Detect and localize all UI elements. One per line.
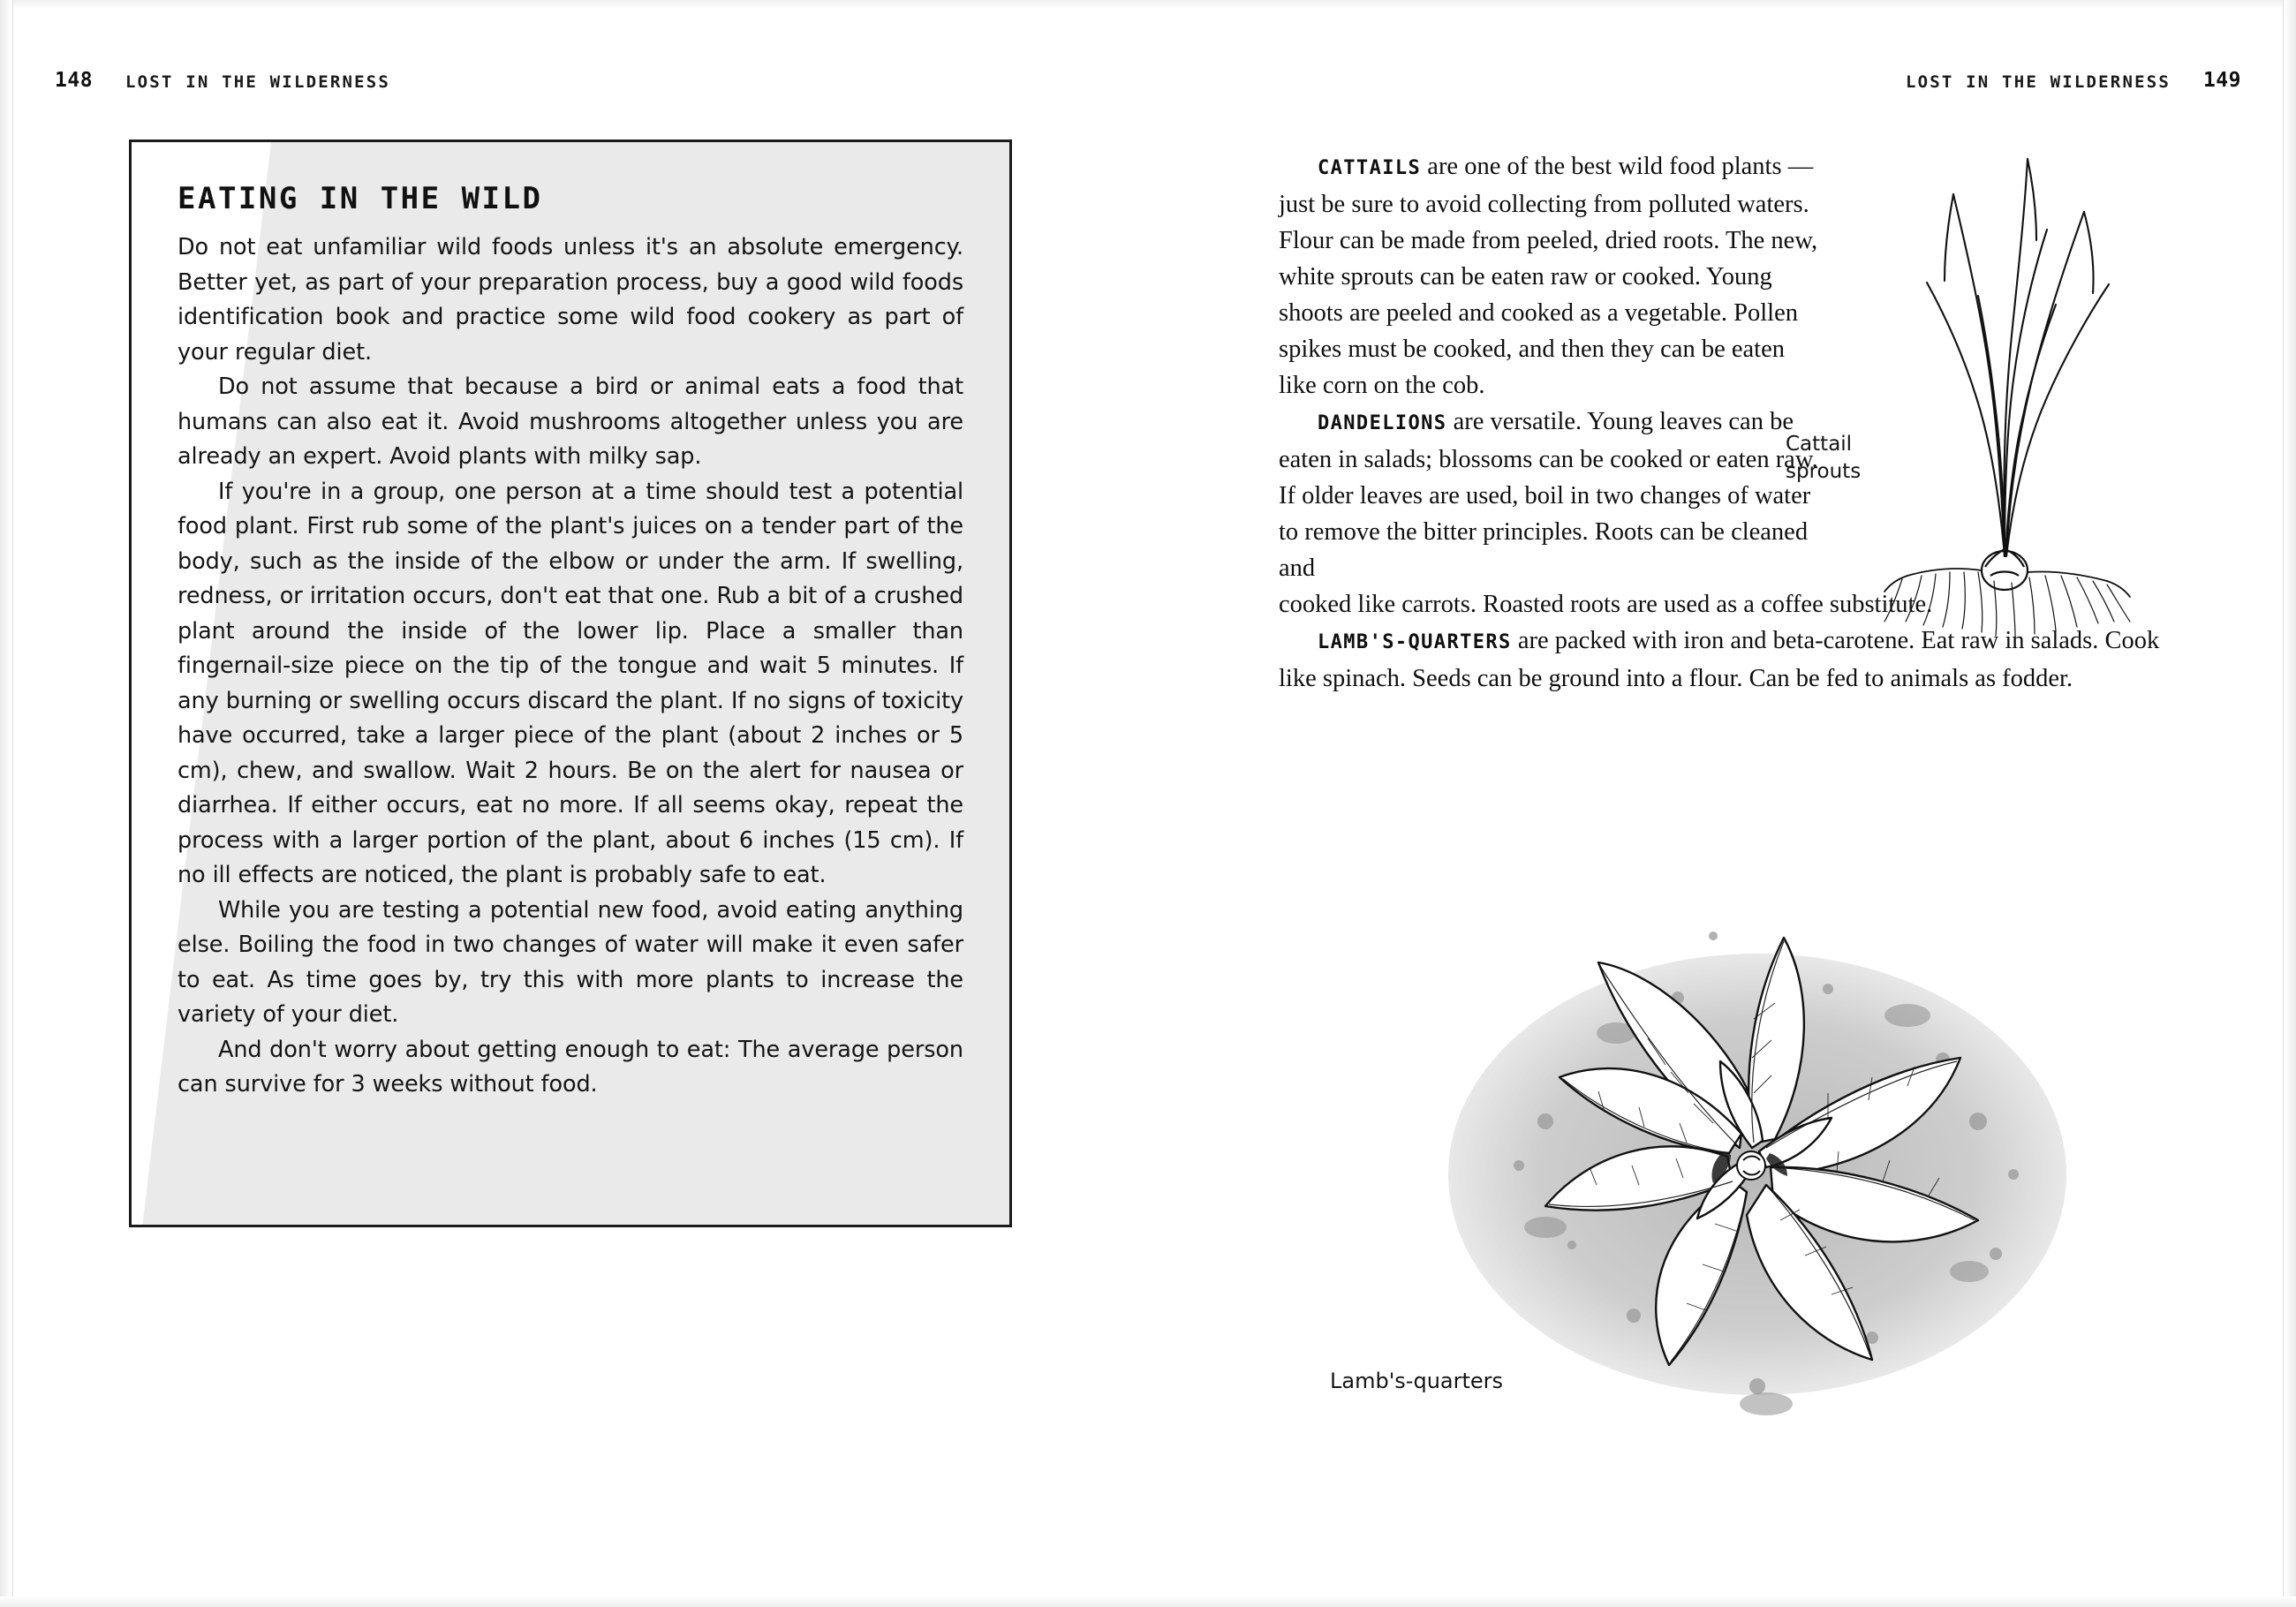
entry-body-dandelions: are versatile. Young leaves can be eaten in salads; blossoms can be cooked or eaten raw. If older leaves are used, boil in two changes of water to remove the bitter principles. Roots can be cleaned and [1279, 408, 1818, 582]
cattail-sprouts-illustration [1872, 141, 2137, 680]
page-edge-bottom [0, 1596, 2296, 1607]
sidebar-content [132, 142, 1009, 1225]
entry-body-lambs-quarters: are packed with iron and beta-carotene. Eat raw in salads. Cook like spinach. Seeds can be ground into a flour. Can be fed to animals as fodder. [1279, 627, 2160, 692]
page-edge-right [2283, 0, 2296, 1607]
entry-dandelions [1279, 404, 1826, 586]
running-head-left-page: LOST IN THE WILDERNESS [125, 72, 391, 92]
cattail-caption [1786, 431, 1892, 486]
folio-left-page: 148 [55, 69, 94, 92]
cattail-caption-line2: sprouts [1786, 460, 1862, 483]
sidebar-paragraph: And don't worry about getting enough to eat: The average person can survive for 3 weeks without food. [177, 1036, 963, 1098]
eating-in-the-wild-sidebar [129, 140, 1012, 1227]
sidebar-paragraph: Do not assume that because a bird or animal eats a food that humans can also eat it. Avoid mushrooms altogether unless you are already an expert. Avoid plants with milky sap. [177, 373, 963, 470]
page-edge-left [0, 0, 13, 1607]
entry-body-cattails: are one of the best wild food plants — just be sure to avoid collecting from polluted waters. Flour can be made from peeled, dried roots. The new, white sprouts can be eaten raw or cooked. Young shoots are peeled and cooked as a vegetable. Pollen spikes must be cooked, and then they can be eaten like corn on the cob. [1279, 153, 1818, 399]
entry-term-dandelions: DANDELIONS [1318, 412, 1447, 434]
entry-term-lambs-quarters: LAMB'S-QUARTERS [1318, 631, 1512, 653]
sidebar-paragraph: Do not eat unfamiliar wild foods unless it's an absolute emergency. Better yet, as part of your preparation process, buy a good wild foods identification book and practice some wild food cookery as part of your regular diet. [177, 234, 963, 366]
folio-right-page: 149 [2202, 69, 2241, 92]
sidebar-title: EATING IN THE WILD [177, 181, 543, 216]
sidebar-paragraph: If you're in a group, one person at a time should test a potential food plant. First rub some of the plant's juices on a tender part of the body, such as the inside of the elbow or under the arm. If swelling, redness, or irritation occurs, don't eat that one. Rub a bit of a crushed plant around the inside of the lower lip. Place a smaller than fingernail-size piece on the tip of the tongue and wait 5 minutes. If any burning or swelling occurs discard the plant. If no signs of toxicity have occurred, take a larger piece of the plant (about 2 inches or 5 cm), chew, and swallow. Wait 2 hours. Be on the alert for nausea or diarrhea. If either occurs, eat no more. If all seems okay, repeat the process with a larger portion of the plant, about 6 inches (15 cm). If no ill effects are noticed, the plant is probably safe to eat. [177, 478, 963, 888]
sidebar-paragraph: While you are testing a potential new food, avoid eating anything else. Boiling the food in two changes of water will make it even safer to eat. As time goes by, try this with more plants to increase the variety of your diet. [177, 896, 963, 1028]
lambs-quarters-caption: Lamb's-quarters [1330, 1369, 1504, 1393]
entry-cattails [1279, 148, 1826, 404]
page-edge-top [0, 0, 2296, 9]
entry-dandelions-continuation: cooked like carrots. Roasted roots are used as a coffee substitute. [1279, 591, 1933, 618]
entry-term-cattails: CATTAILS [1318, 157, 1422, 179]
lambs-quarters-illustration [1413, 856, 2102, 1475]
running-head-right-page: LOST IN THE WILDERNESS [1905, 72, 2171, 92]
cattail-caption-line1: Cattail [1786, 433, 1853, 456]
